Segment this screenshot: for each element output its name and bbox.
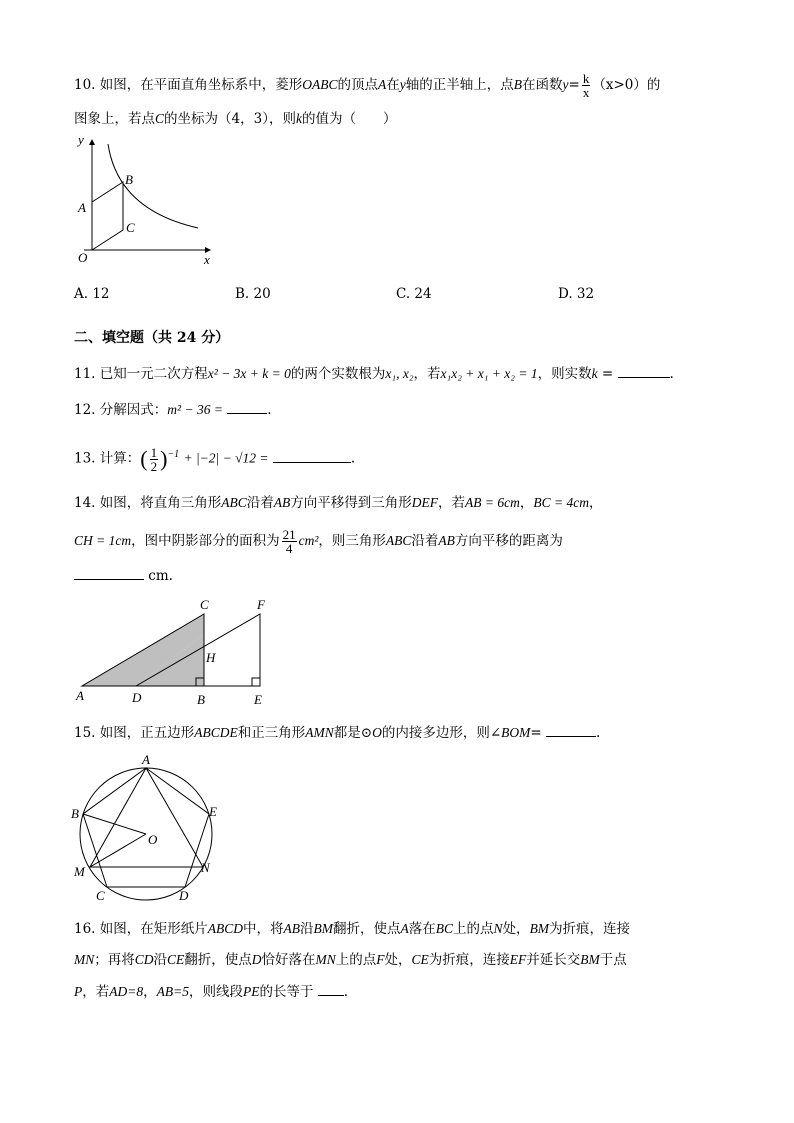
rhombus-oabc: [92, 182, 123, 250]
label-d: D: [132, 690, 142, 705]
label-c: C: [96, 888, 105, 903]
label-c: C: [200, 597, 209, 612]
option-b[interactable]: B. 20: [235, 286, 271, 302]
q15-figure: [66, 754, 226, 904]
q12-answer-blank[interactable]: [227, 401, 267, 414]
label-e: E: [209, 804, 217, 819]
option-c[interactable]: C. 24: [396, 286, 432, 302]
label-d: D: [179, 888, 189, 903]
q14-line1: 14. 如图，将直角三角形ABC沿着AB方向平移得到三角形DEF，若AB = 6cm，BC = 4cm，: [74, 495, 603, 511]
q11-answer-blank[interactable]: [618, 365, 670, 378]
label-c: C: [126, 220, 135, 235]
label-a: A: [76, 688, 84, 703]
q13-fraction: $\frac{1}{2}$: [150, 444, 158, 474]
label-y: y: [78, 132, 84, 147]
label-a: A: [78, 200, 86, 215]
label-n: N: [201, 860, 210, 875]
q16-answer-blank[interactable]: [318, 983, 344, 996]
option-d[interactable]: D. 32: [558, 286, 595, 302]
q16-line1: 16. 如图，在矩形纸片ABCD中，将AB沿BM翻折，使点A落在BC上的点N处，BM为折痕，连接: [74, 921, 631, 937]
label-o: O: [148, 832, 158, 847]
label-o: O: [78, 250, 88, 265]
q14-answer-blank[interactable]: [74, 567, 144, 580]
label-m: M: [74, 864, 85, 879]
q12: 12. 分解因式：m² − 36 = .: [74, 402, 272, 418]
q15: 15. 如图，正五边形ABCDE和正三角形AMN都是⊙O的内接多边形，则∠BOM= .: [74, 725, 601, 741]
option-a[interactable]: A. 12: [74, 286, 110, 302]
label-b: B: [125, 172, 133, 187]
q10-figure: [70, 132, 220, 272]
hyperbola-curve: [108, 144, 198, 228]
label-a: A: [142, 754, 150, 767]
q13: 13. 计算：( $\frac{1}{2}$ )$^{-1}$ + |−2| − √12 = .: [74, 444, 356, 474]
label-x: x: [204, 252, 210, 267]
label-f: F: [257, 597, 265, 612]
q11: 11. 已知一元二次方程x² − 3x + k = 0的两个实数根为x₁, x₂，若x₁x₂ + x₁ + x₂ = 1，则实数k = .: [74, 366, 674, 382]
q16-line3: P，若AD=8，AB=5，则线段PE的长等于 .: [74, 984, 349, 1000]
q10-line2: 图象上，若点C的坐标为（4，3），则k的值为（ ）: [74, 111, 397, 127]
label-e: E: [254, 692, 262, 707]
q15-answer-blank[interactable]: [546, 724, 596, 737]
q10-line1: 10. 如图，在平面直角坐标系中，菱形OABC的顶点A在y轴的正半轴上，点B在函数y= $\frac{k}{x}$ （x>0）的: [74, 71, 661, 100]
section-heading: 二、填空题（共 24 分）: [74, 330, 230, 346]
triangle-amn: [90, 768, 203, 867]
q16-line2: MN；再将CD沿CE翻折，使点D恰好落在MN上的点F处，CE为折痕，连接EF并延长交BM于点: [74, 952, 627, 968]
label-h: H: [206, 650, 216, 665]
q10-fraction: $\frac{k}{x}$: [582, 71, 590, 100]
q13-answer-blank[interactable]: [273, 450, 351, 463]
label-b: B: [71, 806, 79, 821]
label-b: B: [197, 692, 205, 707]
q14-line2: CH = 1cm，图中阴影部分的面积为 $\frac{21}{4}$ cm²，则三角形ABC沿着AB方向平移的距离为: [74, 527, 563, 556]
q14-line3: cm.: [74, 567, 173, 585]
q14-figure: [70, 596, 280, 708]
pentagon-abcde: [83, 768, 209, 887]
q14-area-fraction: $\frac{21}{4}$: [282, 527, 296, 556]
